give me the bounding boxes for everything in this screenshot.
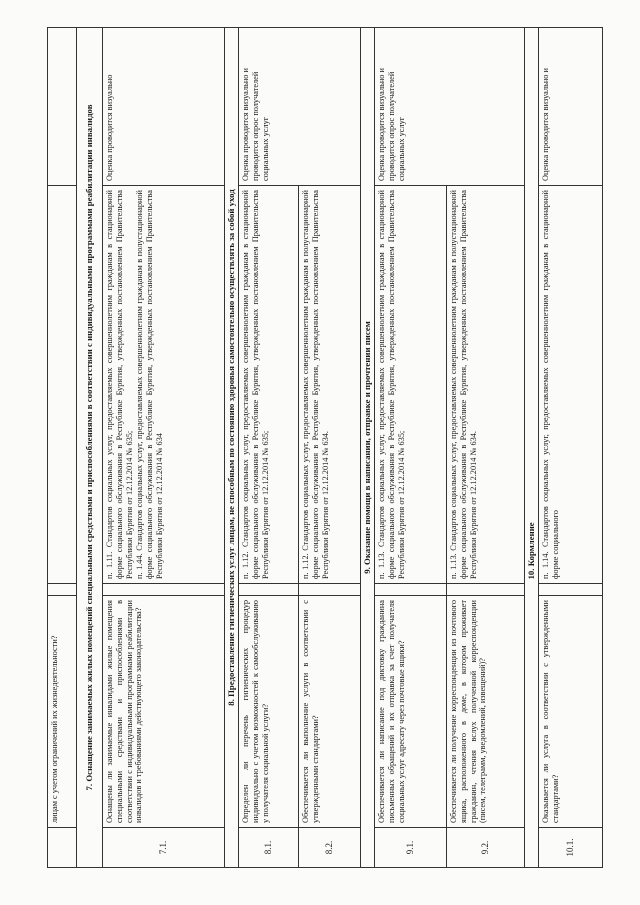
standard-cell: п. 1.14. Стандартов социальных услуг, предоставляемых совершеннолетним гражданам в стационарной форме социального — [539, 186, 603, 584]
rotated-content — [47, 28, 602, 868]
row-number: 8.2. — [299, 828, 361, 868]
question-cell: Обеспечивается ли выполнение услуги в соответствии с утвержденными стандартами? — [299, 596, 361, 828]
section-header — [225, 28, 239, 868]
question-cell: лицам с учетом ограничений их жизнедеятельности? — [48, 596, 77, 828]
method-cell: Оценка проводится визуально — [103, 28, 225, 186]
standard-cell: п. 1.12. Стандартов социальных услуг, предоставляемых совершеннолетним гражданам в полустационарной форме социального обслуживания в Республике Бурятия, утвержденных постановлением Правительства Республики Бурятия от 12.12.2014 № 634. — [299, 186, 361, 584]
blank-cell — [375, 584, 447, 596]
standard-reference: п. 1.11. Стандартов социальных услуг, предоставляемых совершеннолетним гражданам в стационарной форме социального обслуживания в Республике Бурятия, утвержденных постановлением Правительства Республики Бурятия от 12.12.2014 № 635; — [105, 190, 134, 579]
blank-cell — [539, 584, 603, 596]
question-cell: Определен ли перечень гигиенических процедур индивидуально с учетом возможностей к самообслуживанию у получателя социальной услуги? — [239, 596, 299, 828]
row-number: 7.1. — [103, 828, 225, 868]
blank-cell — [48, 584, 77, 596]
question-cell: Обеспечивается ли получение корреспонденции из почтового ящика, расположенного в доме, в котором проживает гражданин, чтения вслух полученной корреспонденции (писем, телеграмм, уведомлений, извещений)? — [447, 596, 525, 828]
blank-cell — [239, 584, 299, 596]
section-title: 8. Предоставление гигиенических услуг лицам, не способным по состоянию здоровья самостоятельно осуществлять за собой уход — [225, 28, 239, 868]
table-row — [375, 28, 447, 868]
section-title: 10. Кормление — [525, 28, 539, 584]
table-row — [239, 28, 299, 868]
blank-cell — [299, 584, 361, 596]
section-title: 9. Оказание помощи в написании, отправке и прочтении писем — [361, 28, 375, 868]
section-title: 7. Оснащение занимаемых жилых помещений специальными средствами и приспособлениями в соответствии с индивидуальными программами реабилитации инвалидов — [77, 28, 103, 868]
row-number: 9.2. — [447, 828, 525, 868]
inspection-table — [47, 27, 603, 868]
row-number: 8.1. — [239, 828, 299, 868]
section-header — [361, 28, 375, 868]
question-cell: Оказывается ли услуга в соответствии с утвержденными стандартами? — [539, 596, 603, 828]
table-row — [539, 28, 603, 868]
standard-reference: п. 1.44. Стандартов социальных услуг, предоставляемых совершеннолетним гражданам в полустационарной форме социального обслуживания в Республике Бурятия, утвержденных постановлением Правительства Республики Бурятия от 12.12.2014 № 634 — [135, 190, 164, 579]
row-number — [48, 828, 77, 868]
question-cell: Оснащены ли занимаемые инвалидами жилые помещения специальными средствами и приспособлениями в соответствии с индивидуальными программами реабилитации инвалидов и требованиями действующего законодательства? — [103, 596, 225, 828]
row-number: 9.1. — [375, 828, 447, 868]
method-cell: Оценка проводится визуально и проводится опрос получателей социальных услуг — [239, 28, 361, 186]
question-cell: Обеспечивается ли написание под диктовку гражданина письменных обращений и их отправка за счет получателя социальных услуг адресату через почтовые ящики? — [375, 596, 447, 828]
method-cell: Оценка проводится визуально и — [539, 28, 603, 186]
section-header — [77, 28, 103, 868]
method-cell — [48, 28, 77, 186]
method-cell: Оценка проводится визуально и проводится опрос получателей социальных услуг — [375, 28, 525, 186]
table-row — [103, 28, 225, 868]
standard-cell: п. 1.13. Стандартов социальных услуг, предоставляемых совершеннолетним гражданам в полустационарной форме социального обслуживания в Республике Бурятия, утвержденных постановлением Правительства Республики Бурятия от 12.12.2014 № 634. — [447, 186, 525, 584]
standard-cell: п. 1.12. Стандартов социальных услуг, предоставляемых совершеннолетним гражданам в стационарной форме социального обслуживания в Республике Бурятия, утвержденных постановлением Правительства Республики Бурятия от 12.12.2014 № 635; — [239, 186, 299, 584]
blank-cell — [447, 584, 525, 596]
standard-cell — [48, 186, 77, 584]
row-number: 10.1. — [539, 828, 603, 868]
section-header — [525, 28, 539, 868]
standard-cell — [103, 186, 225, 584]
blank-cell — [103, 584, 225, 596]
table-row — [48, 28, 77, 868]
standard-cell: п. 1.13. Стандартов социальных услуг, предоставляемых совершеннолетним гражданам в стационарной форме социального обслуживания в Республике Бурятия, утвержденных постановлением Правительства Республики Бурятия от 12.12.2014 № 635; — [375, 186, 447, 584]
section-spacer — [525, 584, 539, 868]
